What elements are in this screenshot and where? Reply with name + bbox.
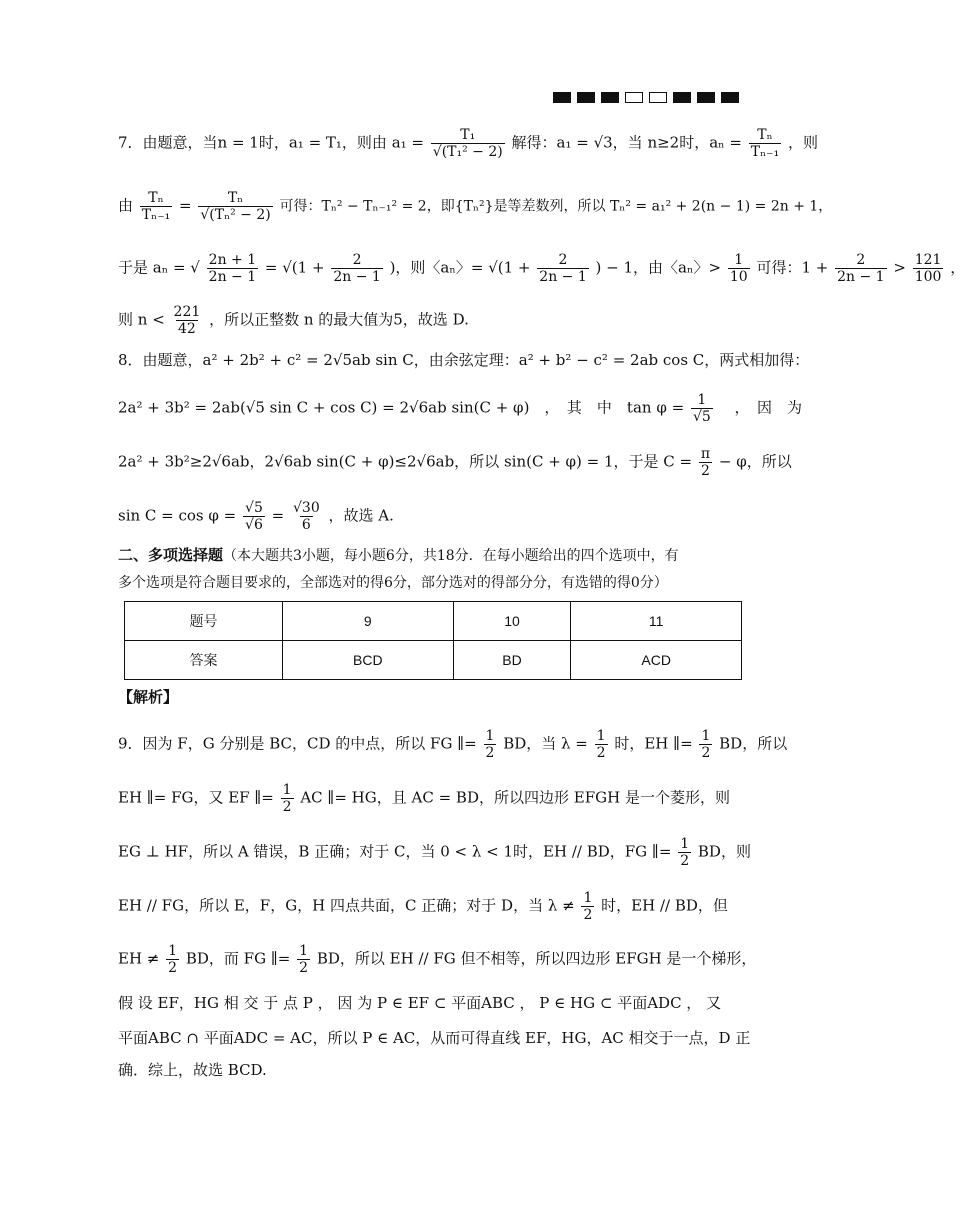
q9-line-4 bbox=[118, 890, 758, 923]
numerator: Tₙ bbox=[757, 127, 773, 143]
fraction bbox=[728, 252, 750, 285]
text: ，则 bbox=[787, 133, 818, 152]
text: ) − 1，由〈aₙ〉> bbox=[595, 258, 722, 277]
numerator: Tₙ bbox=[227, 190, 244, 206]
denominator: √6 bbox=[245, 517, 263, 533]
numerator: 1 bbox=[583, 890, 593, 906]
q7-line-1 bbox=[118, 127, 818, 160]
analysis-heading: 【解析】 bbox=[118, 688, 179, 706]
table-cell: BCD bbox=[283, 641, 454, 680]
text: 2a² + 3b²≥2√6ab，2√6ab sin(C + φ)≤2√6ab，所以 sin(C + φ) = 1，于是 C = bbox=[118, 452, 693, 471]
text: 多个选项是符合题目要求的，全部选对的得6分，部分选对的得部分分，有选错的得0分） bbox=[118, 575, 668, 591]
q9-line-3 bbox=[118, 836, 758, 869]
text: n = 1时，a₁ = T₁，则由 a₁ = bbox=[217, 133, 424, 152]
table-cell: 11 bbox=[571, 602, 742, 641]
q9-line-6 bbox=[118, 993, 758, 1013]
fraction bbox=[595, 728, 608, 761]
q8-line-1 bbox=[118, 350, 810, 370]
header-squares bbox=[553, 92, 739, 103]
section-2-intro-1 bbox=[118, 545, 758, 566]
denominator: Tₙ₋₁ bbox=[750, 144, 780, 160]
denominator: 2n − 1 bbox=[333, 269, 381, 285]
text: 时，EH // BD，但 bbox=[601, 896, 728, 915]
fraction bbox=[331, 252, 382, 285]
text: EG ⊥ HF，所以 A 错误，B 正确；对于 C，当 0 < λ < 1时，EH // BD，FG ∥= bbox=[118, 842, 672, 861]
q8-line-3 bbox=[118, 446, 792, 479]
text: )，则〈aₙ〉= √(1 + bbox=[389, 258, 531, 277]
table-cell: 10 bbox=[453, 602, 571, 641]
text: ，所以正整数 n 的最大值为5，故选 D. bbox=[209, 310, 469, 329]
fraction bbox=[581, 890, 594, 923]
answer-table bbox=[124, 601, 742, 680]
text: > bbox=[893, 258, 906, 277]
text: 于是 aₙ = √ bbox=[118, 258, 200, 277]
numerator: Tₙ bbox=[148, 190, 164, 206]
text: ，故选 A. bbox=[328, 506, 394, 525]
table-cell: 题号 bbox=[125, 602, 283, 641]
table-cell: 9 bbox=[283, 602, 454, 641]
numerator: 1 bbox=[697, 392, 707, 408]
denominator: 2n − 1 bbox=[208, 269, 257, 285]
section-title: 二、多项选择题 bbox=[118, 546, 224, 564]
header-square bbox=[601, 92, 619, 103]
text: EH // FG，所以 E，F，G，H 四点共面，C 正确；对于 D，当 λ ≠ bbox=[118, 896, 575, 915]
denominator: 6 bbox=[301, 517, 311, 533]
fraction bbox=[484, 728, 497, 761]
numerator: 1 bbox=[596, 728, 606, 744]
numerator: 1 bbox=[734, 252, 744, 268]
text: − φ，所以 bbox=[718, 452, 792, 471]
text: ， 因 为 bbox=[719, 398, 803, 417]
fraction bbox=[537, 252, 588, 285]
header-square bbox=[577, 92, 595, 103]
table-row bbox=[125, 602, 742, 641]
text: 由 bbox=[118, 196, 134, 215]
denominator: 2 bbox=[282, 799, 292, 815]
q9-line-1 bbox=[118, 728, 788, 761]
text: = √(1 + bbox=[264, 258, 325, 277]
denominator: 42 bbox=[178, 321, 196, 337]
text: 2a² + 3b² = 2ab(√5 sin C + cos C) = 2√6ab sin(C + φ) ， 其 中 tan φ = bbox=[118, 398, 685, 417]
denominator: 2 bbox=[299, 960, 309, 976]
header-square bbox=[625, 92, 643, 103]
text: 解得：a₁ = √3，当 n≥2时，aₙ = bbox=[511, 133, 742, 152]
text: BD，所以 EH // FG 但不相等，所以四边形 EFGH 是一个梯形， bbox=[316, 949, 757, 968]
q9-line-5 bbox=[118, 943, 758, 976]
denominator: 2 bbox=[701, 745, 711, 761]
text: 8．由题意，a² + 2b² + c² = 2√5ab sin C，由余弦定理：a² + b² − c² = 2ab cos C，两式相加得： bbox=[118, 351, 810, 369]
numerator: 2 bbox=[558, 252, 568, 268]
fraction bbox=[297, 943, 310, 976]
numerator: 1 bbox=[299, 943, 309, 959]
text: BD，而 FG ∥= bbox=[185, 949, 291, 968]
denominator: √(T₁² − 2) bbox=[432, 144, 503, 160]
q7-line-4 bbox=[118, 304, 758, 337]
denominator: 2 bbox=[596, 745, 606, 761]
numerator: 121 bbox=[914, 252, 942, 268]
text: = bbox=[271, 506, 285, 525]
text: 可得：Tₙ² − Tₙ₋₁² = 2，即{Tₙ²}是等差数列，所以 Tₙ² = a₁² + 2(n − 1) = 2n + 1， bbox=[279, 198, 833, 215]
fraction bbox=[835, 252, 886, 285]
header-square bbox=[697, 92, 715, 103]
text: ， bbox=[950, 258, 965, 277]
text: BD，当 λ = bbox=[503, 734, 588, 753]
header-square bbox=[673, 92, 691, 103]
numerator: 1 bbox=[680, 836, 690, 852]
text: 假 设 EF，HG 相 交 于 点 P ， 因 为 P ∈ EF ⊂ 平面ABC ， P ∈ HG ⊂ 平面ADC ， 又 bbox=[118, 994, 722, 1012]
text: EH ≠ bbox=[118, 949, 160, 968]
q8-line-4 bbox=[118, 500, 758, 533]
q7-line-3 bbox=[118, 252, 965, 285]
fraction bbox=[198, 190, 272, 223]
fraction bbox=[243, 500, 265, 533]
fraction bbox=[281, 782, 294, 815]
text: sin C = cos φ = bbox=[118, 506, 237, 525]
numerator: √30 bbox=[293, 500, 320, 516]
fraction bbox=[172, 304, 203, 337]
fraction bbox=[913, 252, 944, 285]
fraction bbox=[431, 127, 505, 160]
denominator: 10 bbox=[729, 269, 748, 285]
numerator: T₁ bbox=[460, 127, 476, 143]
fraction bbox=[749, 127, 781, 160]
denominator: 2 bbox=[701, 463, 710, 479]
denominator: 2n − 1 bbox=[837, 269, 885, 285]
denominator: 2 bbox=[485, 745, 495, 761]
text: AC ∥= HG，且 AC = BD，所以四边形 EFGH 是一个菱形，则 bbox=[300, 788, 730, 807]
text: 确．综上，故选 BCD. bbox=[118, 1061, 267, 1079]
numerator: 1 bbox=[282, 782, 292, 798]
table-row bbox=[125, 641, 742, 680]
numerator: 2 bbox=[352, 252, 362, 268]
fraction bbox=[140, 190, 172, 223]
numerator: 2 bbox=[856, 252, 866, 268]
text: BD，则 bbox=[697, 842, 751, 861]
table-cell: ACD bbox=[571, 641, 742, 680]
denominator: 2n − 1 bbox=[539, 269, 587, 285]
denominator: √(Tₙ² − 2) bbox=[200, 207, 271, 223]
text: 可得：1 + bbox=[756, 258, 829, 277]
table-cell: 答案 bbox=[125, 641, 283, 680]
numerator: π bbox=[700, 446, 711, 462]
table-cell: BD bbox=[453, 641, 571, 680]
text: 9．因为 F，G 分别是 BC，CD 的中点，所以 FG ∥= bbox=[118, 734, 477, 753]
fraction bbox=[699, 728, 712, 761]
q9-line-2 bbox=[118, 782, 758, 815]
section-2-intro-2 bbox=[118, 572, 758, 593]
denominator: 2 bbox=[168, 960, 178, 976]
text: 则 n < bbox=[118, 310, 165, 329]
denominator: 2 bbox=[680, 853, 690, 869]
q9-line-7 bbox=[118, 1028, 758, 1048]
q9-line-8 bbox=[118, 1060, 758, 1080]
numerator: 2n + 1 bbox=[208, 252, 257, 268]
fraction bbox=[678, 836, 691, 869]
denominator: Tₙ₋₁ bbox=[141, 207, 171, 223]
header-square bbox=[553, 92, 571, 103]
header-square bbox=[721, 92, 739, 103]
fraction bbox=[699, 446, 712, 479]
text: EH ∥= FG，又 EF ∥= bbox=[118, 788, 274, 807]
header-square bbox=[649, 92, 667, 103]
numerator: 1 bbox=[485, 728, 495, 744]
denominator: 100 bbox=[914, 269, 942, 285]
fraction bbox=[291, 500, 322, 533]
numerator: 1 bbox=[168, 943, 178, 959]
text: 平面ABC ∩ 平面ADC = AC，所以 P ∈ AC，从而可得直线 EF，HG，AC 相交于一点，D 正 bbox=[118, 1029, 751, 1047]
text: （本大题共3小题，每小题6分，共18分．在每小题给出的四个选项中，有 bbox=[223, 548, 679, 564]
fraction bbox=[166, 943, 179, 976]
denominator: 2 bbox=[583, 907, 593, 923]
numerator: 221 bbox=[173, 304, 201, 320]
fraction bbox=[207, 252, 258, 285]
fraction bbox=[691, 392, 713, 425]
text: = bbox=[178, 196, 192, 215]
text: 7．由题意，当 bbox=[118, 133, 218, 152]
numerator: √5 bbox=[245, 500, 263, 516]
text: 时，EH ∥= bbox=[614, 734, 693, 753]
q8-line-2 bbox=[118, 392, 803, 425]
text: BD，所以 bbox=[719, 734, 788, 753]
denominator: √5 bbox=[692, 409, 711, 425]
numerator: 1 bbox=[701, 728, 711, 744]
q7-line-2 bbox=[118, 190, 833, 223]
